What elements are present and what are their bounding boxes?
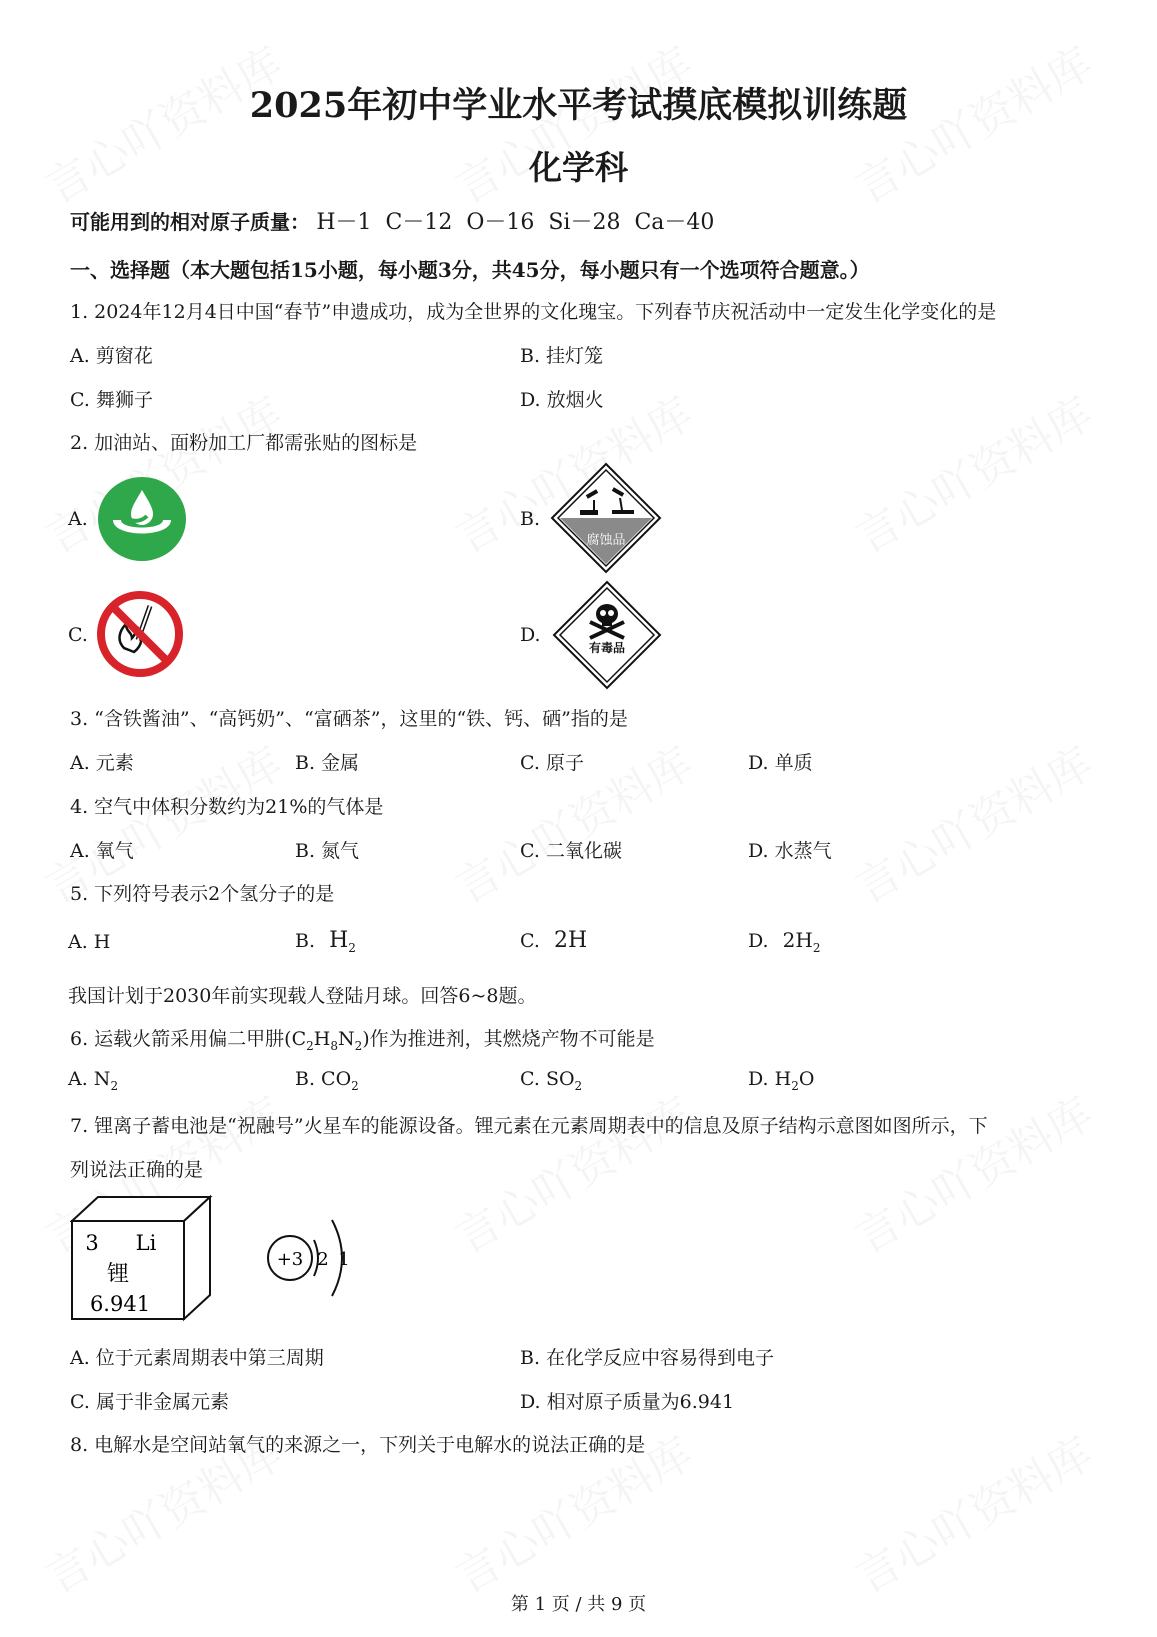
- question-2-option-d[interactable]: D.: [520, 624, 541, 646]
- question-6-option-b[interactable]: [295, 1068, 359, 1093]
- exam-title: 2025年初中学业水平考试摸底模拟训练题: [249, 85, 908, 126]
- question-5-option-a[interactable]: A. H: [68, 931, 111, 953]
- option-letter: B.: [295, 930, 316, 952]
- no-open-flame-sign-icon: [96, 590, 184, 678]
- question-8-stem: 8. 电解水是空间站氧气的来源之一，下列关于电解水的说法正确的是: [70, 1434, 646, 1456]
- question-6-option-c[interactable]: [520, 1068, 582, 1093]
- formula-subscript: 2: [791, 1078, 799, 1093]
- formula-symbol: 2H: [553, 928, 588, 953]
- formula-symbol: 2H: [782, 928, 813, 952]
- question-3-option-b[interactable]: B. 金属: [295, 752, 360, 774]
- stem-text: 6. 运载火箭采用偏二甲肼(C: [70, 1028, 307, 1050]
- question-7-option-a[interactable]: A. 位于元素周期表中第三周期: [70, 1347, 324, 1369]
- question-5-option-d[interactable]: [748, 928, 820, 955]
- formula-subscript: 2: [812, 940, 821, 955]
- option-letter: C.: [520, 930, 540, 952]
- second-shell-electrons: 1: [338, 1249, 350, 1270]
- periodic-table-cell-lithium: [70, 1195, 215, 1323]
- water-saving-sign-icon: [97, 476, 187, 562]
- formula-symbol: H: [329, 928, 349, 953]
- atomic-mass: 6.941: [89, 1292, 151, 1316]
- question-5-option-b[interactable]: [295, 928, 356, 955]
- question-5-stem: 5. 下列符号表示2个氢分子的是: [70, 883, 335, 905]
- question-7-option-b[interactable]: B. 在化学反应中容易得到电子: [520, 1347, 775, 1369]
- watermark: [842, 378, 1103, 565]
- watermark: [842, 728, 1103, 915]
- formula-symbol: A. N: [68, 1068, 111, 1090]
- question-4-option-a[interactable]: A. 氧气: [70, 840, 134, 862]
- formula-symbol: D. H: [748, 1068, 792, 1090]
- question-2-option-b[interactable]: B.: [520, 508, 541, 530]
- formula-symbol: O: [798, 1068, 815, 1090]
- nucleus-charge: +3: [276, 1249, 304, 1270]
- question-1-option-d[interactable]: D. 放烟火: [520, 389, 604, 411]
- toxic-sign-icon: [552, 580, 662, 690]
- formula-symbol: H: [313, 1028, 331, 1050]
- watermark: [442, 1078, 703, 1265]
- question-5-option-c[interactable]: [520, 928, 587, 953]
- formula-subscript: 2: [574, 1078, 583, 1093]
- passage-intro: 我国计划于2030年前实现载人登陆月球。回答6~8题。: [68, 985, 537, 1007]
- question-3-stem: 3. “含铁酱油”、“高钙奶”、“富硒茶”，这里的“铁、钙、硒”指的是: [70, 708, 628, 730]
- page-footer: 第 1 页 / 共 9 页: [510, 1594, 647, 1615]
- element-name: 锂: [106, 1262, 130, 1287]
- formula-subscript: 2: [306, 1038, 314, 1053]
- stem-text: )作为推进剂，其燃烧产物不可能是: [362, 1028, 655, 1050]
- question-3-option-a[interactable]: A. 元素: [70, 752, 134, 774]
- formula-symbol: C. SO: [520, 1068, 575, 1090]
- question-6-stem: [70, 1024, 655, 1053]
- formula-subscript: 2: [110, 1078, 119, 1093]
- formula-symbol: B. CO: [295, 1068, 352, 1090]
- formula-subscript: 2: [348, 940, 356, 955]
- atomic-mass-line: [70, 205, 714, 236]
- question-7-stem-line1: 7. 锂离子蓄电池是“祝融号”火星车的能源设备。锂元素在元素周期表中的信息及原子结构示意图如图所示，下: [70, 1115, 988, 1137]
- atomic-mass-label: 可能用到的相对原子质量：: [70, 210, 310, 234]
- corrosive-sign-icon: [550, 462, 662, 574]
- question-1-option-b[interactable]: B. 挂灯笼: [520, 345, 604, 367]
- question-7-stem-line2: 列说法正确的是: [70, 1159, 204, 1181]
- question-2-option-a[interactable]: A.: [68, 508, 88, 530]
- section-heading: 一、选择题（本大题包括15小题，每小题3分，共45分，每小题只有一个选项符合题意。）: [70, 258, 870, 282]
- formula-subscript: 8: [330, 1038, 338, 1053]
- question-2-option-c[interactable]: C.: [68, 624, 88, 646]
- formula-symbol: N: [337, 1028, 355, 1050]
- option-letter: D.: [748, 930, 769, 952]
- exam-subject: 化学科: [529, 148, 628, 187]
- corrosive-sign-label: 腐蚀品: [586, 533, 626, 548]
- question-7-option-c[interactable]: C. 属于非金属元素: [70, 1391, 229, 1413]
- question-4-option-b[interactable]: B. 氮气: [295, 840, 360, 862]
- watermark: [842, 1078, 1103, 1265]
- watermark: [842, 1418, 1103, 1605]
- question-4-option-d[interactable]: D. 水蒸气: [748, 840, 832, 862]
- atomic-number: 3: [85, 1231, 99, 1255]
- question-7-option-d[interactable]: D. 相对原子质量为6.941: [520, 1391, 735, 1413]
- question-2-stem: 2. 加油站、面粉加工厂都需张贴的图标是: [70, 432, 418, 454]
- first-shell-electrons: 2: [317, 1249, 329, 1270]
- formula-subscript: 2: [351, 1078, 359, 1093]
- formula-subscript: 2: [354, 1038, 363, 1053]
- question-6-option-a[interactable]: [68, 1068, 118, 1093]
- question-1-option-a[interactable]: A. 剪窗花: [70, 345, 153, 367]
- element-symbol: Li: [135, 1231, 157, 1255]
- question-4-stem: 4. 空气中体积分数约为21%的气体是: [70, 796, 384, 818]
- question-1-option-c[interactable]: C. 舞狮子: [70, 389, 153, 411]
- question-6-option-d[interactable]: [748, 1068, 814, 1093]
- lithium-atomic-structure-diagram: [262, 1212, 362, 1304]
- question-1-stem: 1. 2024年12月4日中国“春节”申遗成功，成为全世界的文化瑰宝。下列春节庆祝活动中一定发生化学变化的是: [70, 301, 997, 323]
- question-3-option-d[interactable]: D. 单质: [748, 752, 813, 774]
- question-3-option-c[interactable]: C. 原子: [520, 752, 584, 774]
- atomic-mass-values: H－1 C－12 O－16 Si－28 Ca－40: [316, 210, 715, 235]
- question-4-option-c[interactable]: C. 二氧化碳: [520, 840, 622, 862]
- toxic-sign-label: 有毒品: [588, 641, 626, 655]
